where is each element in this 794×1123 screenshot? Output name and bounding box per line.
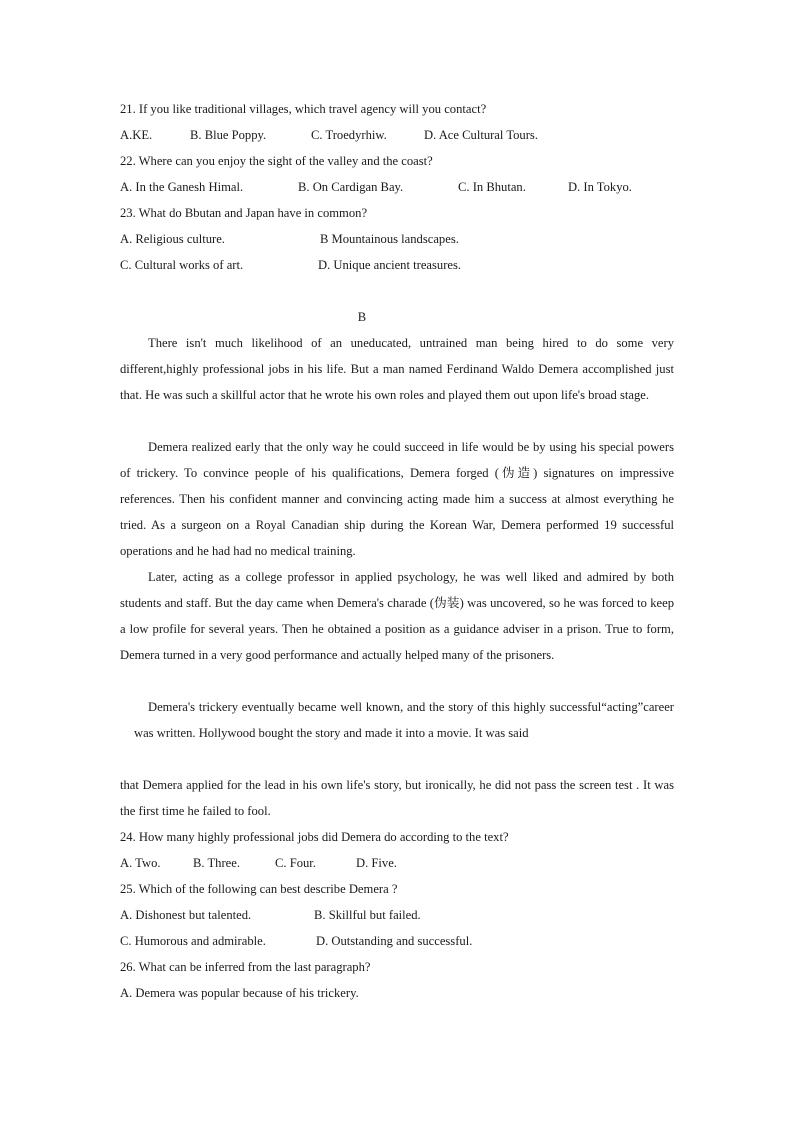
- q25-option-b: B. Skillful but failed.: [314, 908, 421, 922]
- q23-option-b: B Mountainous landscapes.: [320, 232, 459, 246]
- section-heading: B: [357, 310, 367, 324]
- q24-option-b: B. Three.: [193, 856, 240, 870]
- paragraph-1: There isn't much likelihood of an uneducated, untrained man being hired to do some very different,highly professional jobs in his life. But a man named Ferdinand Waldo Demera accomplished just that. He was such a skillful actor that he wrote his own roles and played them out upon life's broad stage.: [120, 336, 674, 402]
- question-23: 23. What do Bbutan and Japan have in common?: [120, 206, 368, 220]
- q25-option-c: C. Humorous and admirable.: [120, 934, 266, 948]
- q24-option-d: D. Five.: [356, 856, 397, 870]
- paragraph-5: that Demera applied for the lead in his own life's story, but ironically, he did not pass the screen test . It was the first time he failed to fool.: [120, 778, 674, 818]
- q21-option-d: D. Ace Cultural Tours.: [424, 128, 538, 142]
- q23-option-a: A. Religious culture.: [120, 232, 225, 246]
- q25-option-a: A. Dishonest but talented.: [120, 908, 252, 922]
- question-22: 22. Where can you enjoy the sight of the valley and the coast?: [120, 154, 433, 168]
- paragraph-2: Demera realized early that the only way he could succeed in life would be by using his special powers of trickery. To convince people of his qualifications, Demera forged (伪造) signatures on impressive references. Then his confident manner and convincing acting made him a success at almost everything he tried. As a surgeon on a Royal Canadian ship during the Korean War, Demera performed 19 successful operations and he had had no medical training.: [120, 440, 674, 558]
- q23-option-d: D. Unique ancient treasures.: [318, 258, 462, 272]
- q21-option-c: C. Troedyrhiw.: [311, 128, 387, 142]
- q22-option-c: C. In Bhutan.: [458, 180, 526, 194]
- paragraph-3: Later, acting as a college professor in applied psychology, he was well liked and admired by both students and staff. But the day came when Demera's charade (伪装) was uncovered, so he was forced to keep a low profile for several years. Then he obtained a position as a guidance adviser in a prison. True to form, Demera turned in a very good performance and actually helped many of the prisoners.: [120, 570, 674, 662]
- paragraph-4: Demera's trickery eventually became well known, and the story of this highly successful“acting”career was written. Hollywood bought the story and made it into a movie. It was said: [134, 700, 674, 740]
- q24-option-a: A. Two.: [120, 856, 161, 870]
- q22-option-a: A. In the Ganesh Himal.: [120, 180, 244, 194]
- question-24: 24. How many highly professional jobs did Demera do according to the text?: [120, 830, 509, 844]
- q21-option-a: A.KE.: [120, 128, 153, 142]
- q23-option-c: C. Cultural works of art.: [120, 258, 244, 272]
- question-26: 26. What can be inferred from the last paragraph?: [120, 960, 371, 974]
- question-25: 25. Which of the following can best describe Demera ?: [120, 882, 398, 896]
- q26-option-a: A. Demera was popular because of his trickery.: [120, 986, 359, 1000]
- q22-option-d: D. In Tokyo.: [568, 180, 632, 194]
- q25-option-d: D. Outstanding and successful.: [316, 934, 473, 948]
- q22-option-b: B. On Cardigan Bay.: [298, 180, 404, 194]
- q21-option-b: B. Blue Poppy.: [190, 128, 267, 142]
- q24-option-c: C. Four.: [275, 856, 316, 870]
- question-21: 21. If you like traditional villages, which travel agency will you contact?: [120, 102, 487, 116]
